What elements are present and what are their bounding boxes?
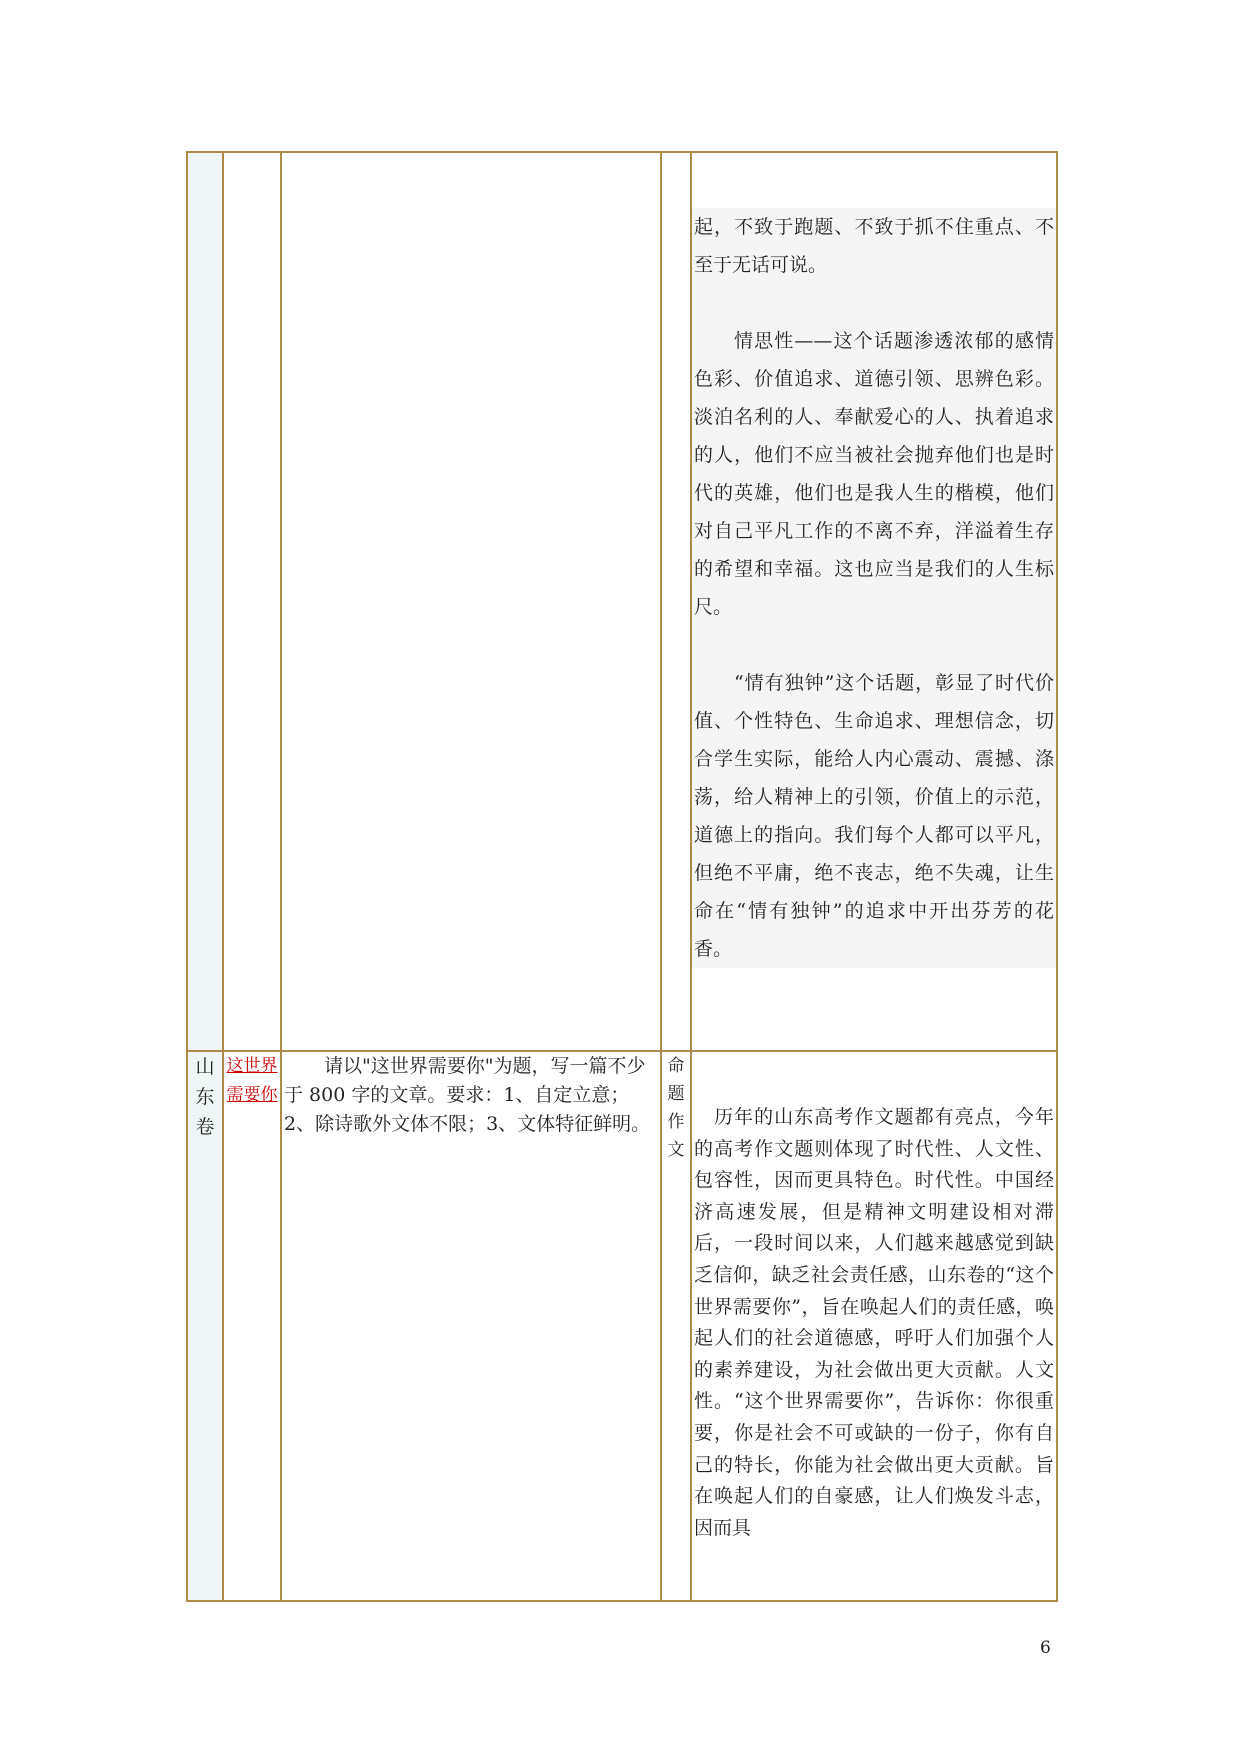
analysis-paragraph: 历年的山东高考作文题都有亮点，今年的高考作文题则体现了时代性、人文性、包容性，因而更具特色。时代性。中国经济高速发展，但是精神文明建设相对滞后，一段时间以来，人们越来越感觉到缺乏信仰，缺乏社会责任感，山东卷的“这个世界需要你”，旨在唤起人们的责任感，唤起人们的社会道德感，呼吁人们加强个人的素养建设，为社会做出更大贡献。人文性。“这个世界需要你”，告诉你：你很重要，你是社会不可或缺的一份子，你有自己的特长，你能为社会做出更大贡献。旨在唤起人们的自豪感，让人们焕发斗志，因而具 (694, 1106, 1054, 1539)
topic-cell (223, 152, 281, 1051)
analysis-paragraph: “情有独钟”这个话题，彰显了时代价值、个性特色、生命追求、理想信念，切合学生实际，能给人内心震动、震撼、涤荡，给人精神上的引领，价值上的示范，道德上的指向。我们每个人都可以平凡，但绝不平庸，绝不丧志，绝不失魂，让生命在“情有独钟”的追求中开出芬芳的花香。 (694, 672, 1054, 960)
analysis-cell (691, 1051, 1057, 1601)
province-cell (187, 1051, 223, 1601)
essay-topics-table (186, 151, 1058, 1602)
prompt-cell (281, 1051, 661, 1601)
page-number: 6 (1040, 1638, 1051, 1658)
genre-cell (661, 1051, 691, 1601)
analysis-cell (691, 152, 1057, 1051)
analysis-text (692, 1052, 1056, 1544)
analysis-text (692, 208, 1056, 968)
topic-cell (223, 1051, 281, 1601)
table-row (187, 152, 1057, 1051)
analysis-paragraph: 起，不致于跑题、不致于抓不住重点、不至于无话可说。 (694, 216, 1054, 276)
analysis-paragraph: 情思性——这个话题渗透浓郁的感情色彩、价值追求、道德引领、思辨色彩。淡泊名利的人、奉献爱心的人、执着追求的人，他们不应当被社会抛弃他们也是时代的英雄，他们也是我人生的楷模，他们对自己平凡工作的不离不弃，洋溢着生存的希望和幸福。这也应当是我们的人生标尺。 (694, 330, 1054, 618)
province-name: 山东卷 (195, 1056, 215, 1138)
essay-prompt: 请以"这世界需要你"为题，写一篇不少于 800 字的文章。要求：1、自定立意；2、除诗歌外文体不限；3、文体特征鲜明。 (284, 1055, 651, 1135)
province-cell (187, 152, 223, 1051)
prompt-cell (281, 152, 661, 1051)
table-row (187, 1051, 1057, 1601)
essay-genre: 命题作文 (667, 1056, 685, 1160)
genre-cell (661, 152, 691, 1051)
topic-link[interactable]: 这世界需要你 (226, 1056, 278, 1105)
